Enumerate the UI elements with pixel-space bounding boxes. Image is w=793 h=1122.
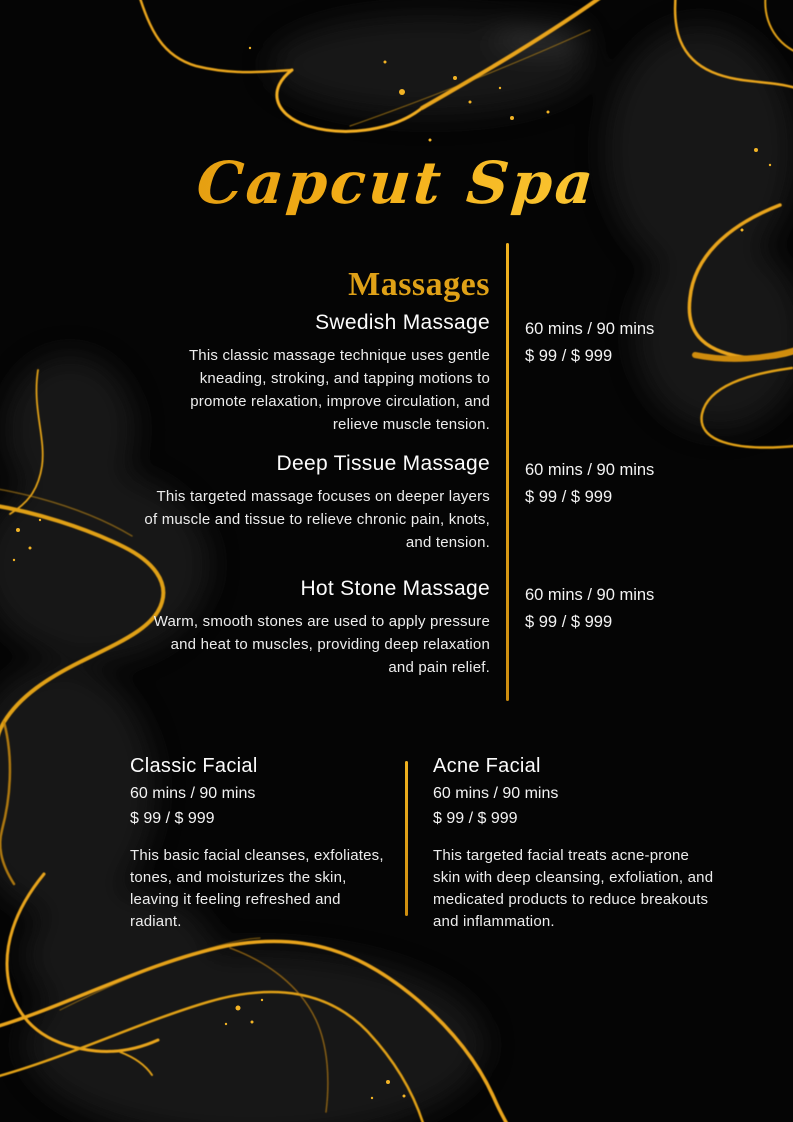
facial-item-duration: 60 mins / 90 mins bbox=[130, 785, 256, 802]
facial-item-name: Acne Facial bbox=[433, 755, 541, 777]
massages-section-heading: Massages bbox=[348, 266, 490, 304]
facial-item bbox=[130, 755, 392, 933]
facial-item-price: $ 99 / $ 999 bbox=[433, 810, 518, 827]
facial-item-description: This targeted facial treats acne-prone skin with deep cleansing, exfoliation, and medicated products to reduce breakouts and inflammation. bbox=[433, 847, 714, 930]
massage-item-description: This classic massage technique uses gentle kneading, stroking, and tapping motions to promote relaxation, improve circulation, and relieve muscle tension. bbox=[188, 347, 490, 433]
massage-item-duration: 60 mins / 90 mins bbox=[525, 461, 655, 479]
massage-item-description: This targeted massage focuses on deeper layers of muscle and tissue to relieve chronic pain, knots, and tension. bbox=[144, 488, 490, 551]
massage-item-name: Deep Tissue Massage bbox=[276, 452, 490, 475]
massage-item-price: $ 99 / $ 999 bbox=[525, 488, 613, 506]
facials-divider-line bbox=[405, 761, 408, 916]
facial-item-description: This basic facial cleanses, exfoliates, tones, and moisturizes the skin, leaving it feeling refreshed and radiant. bbox=[130, 847, 384, 930]
massage-item-meta bbox=[525, 582, 745, 636]
massages-divider-line bbox=[506, 243, 509, 701]
massage-item-description: Warm, smooth stones are used to apply pressure and heat to muscles, providing deep relaxation and pain relief. bbox=[153, 613, 490, 676]
massage-item-meta bbox=[525, 316, 745, 370]
facial-item-price: $ 99 / $ 999 bbox=[130, 810, 215, 827]
facial-item bbox=[433, 755, 715, 933]
massage-item-price: $ 99 / $ 999 bbox=[525, 347, 613, 365]
massage-item-name: Swedish Massage bbox=[315, 311, 490, 334]
massage-item-name: Hot Stone Massage bbox=[300, 577, 490, 600]
spa-title: Capcut Spa bbox=[0, 149, 793, 217]
massage-item-duration: 60 mins / 90 mins bbox=[525, 586, 655, 604]
massage-item-duration: 60 mins / 90 mins bbox=[525, 320, 655, 338]
facial-item-duration: 60 mins / 90 mins bbox=[433, 785, 559, 802]
facial-item-name: Classic Facial bbox=[130, 755, 258, 777]
massage-item-price: $ 99 / $ 999 bbox=[525, 613, 613, 631]
massage-item-meta bbox=[525, 457, 745, 511]
